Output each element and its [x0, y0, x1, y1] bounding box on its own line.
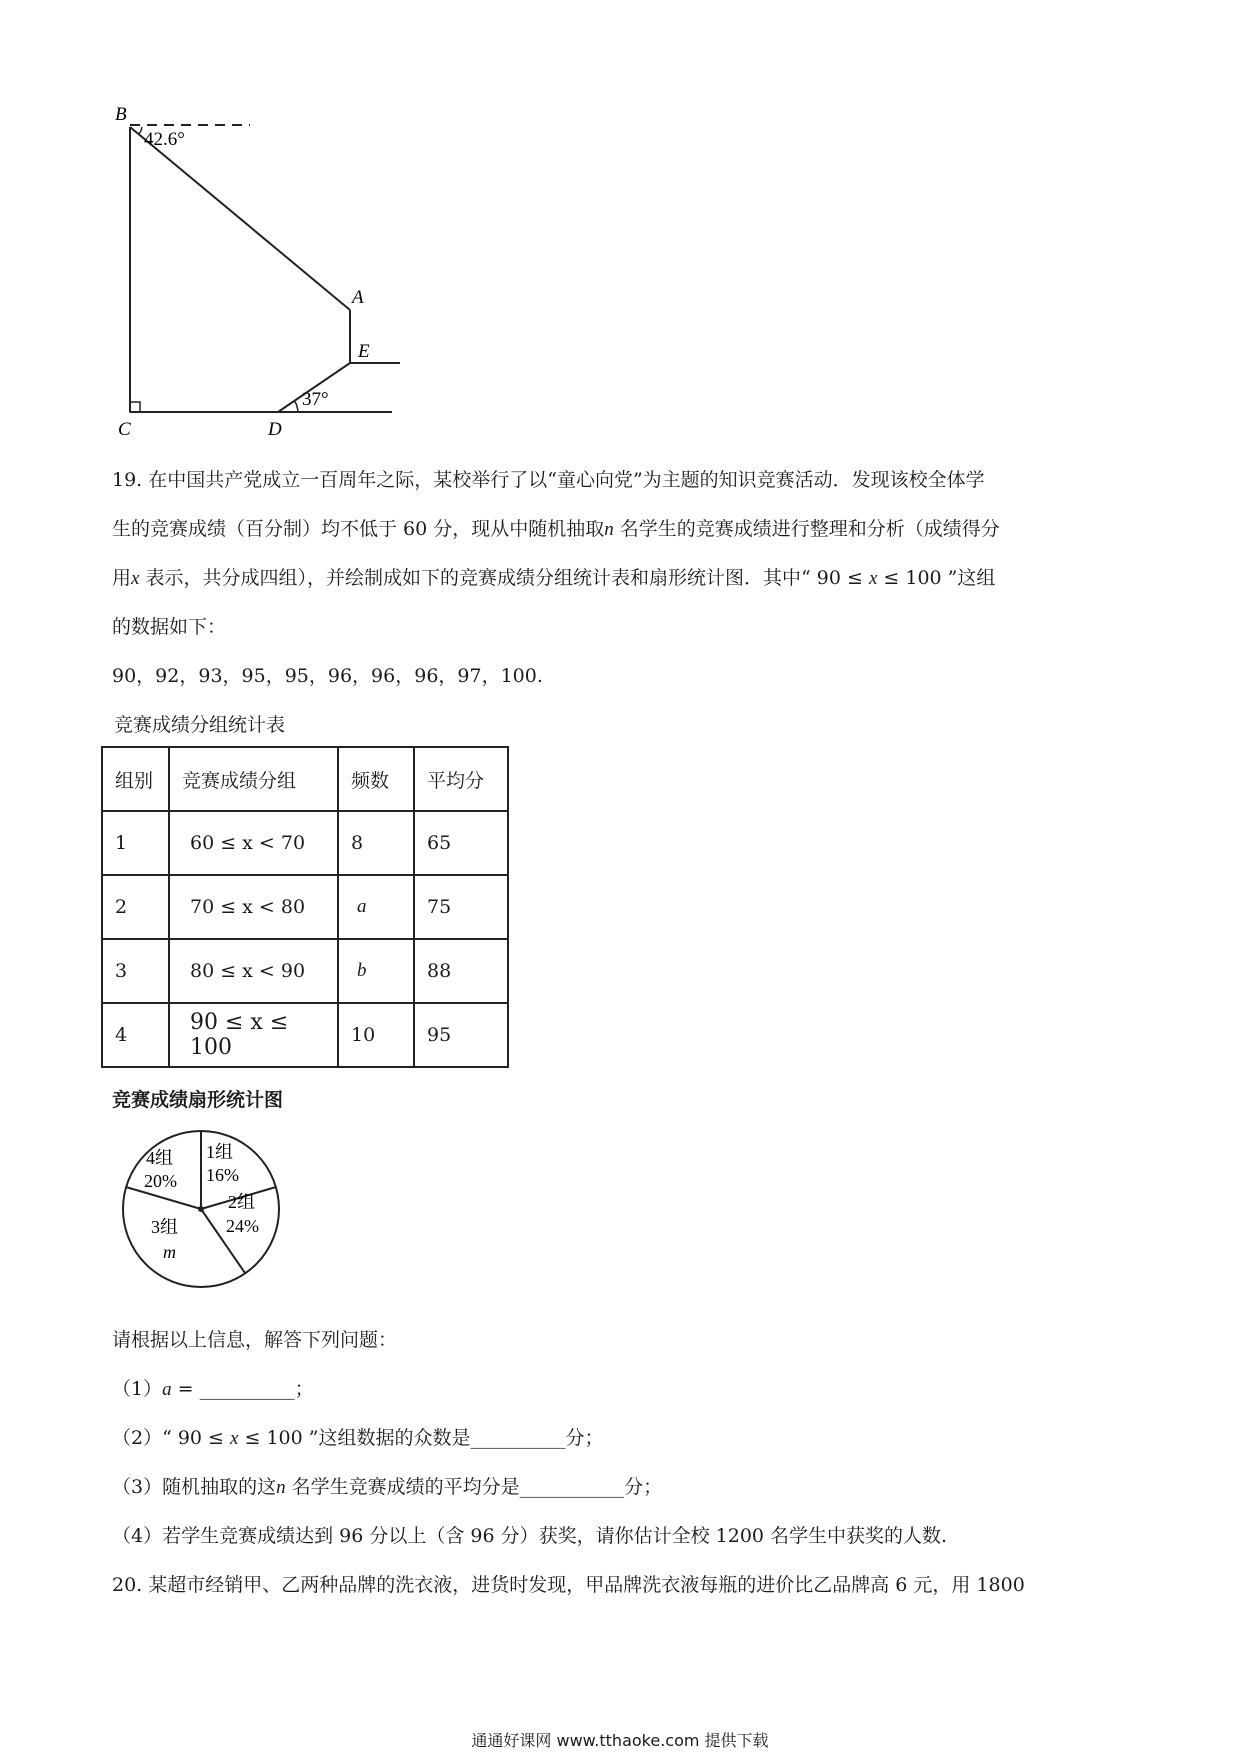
pie-label-g3-val: m [163, 1242, 176, 1262]
q19-data-values: 90，92，93，95，95，96，96，96，97，100. [112, 665, 543, 687]
table-row [102, 875, 508, 939]
pie-chart [118, 1126, 284, 1292]
label-angle-top: 42.6° [144, 129, 185, 150]
table-cell: 90 ≤ x ≤ 100 [169, 1003, 338, 1067]
q19-line-3-c: ≤ 100 ”这组 [877, 567, 996, 589]
sub-2-b: ≤ 100 ”这组数据的众数是__________分； [238, 1427, 604, 1449]
var-n: n [604, 519, 614, 540]
sub-3-b: 名学生竞赛成绩的平均分是___________分； [285, 1476, 663, 1498]
var-n: n [276, 1477, 286, 1498]
q19-line-1: 19. 在中国共产党成立一百周年之际，某校举行了以“童心向党”为主题的知识竞赛活动．发现该校全体学 [112, 469, 985, 491]
table-cell: a [338, 875, 414, 939]
score-table [101, 746, 509, 1068]
table-row [102, 1003, 508, 1067]
table-cell: 75 [414, 875, 508, 939]
q19-line-3 [112, 554, 1132, 603]
pie-center-dot [198, 1206, 204, 1212]
page-footer: 通通好课网 www.tthaoke.com 提供下载 [471, 1731, 769, 1750]
q19-line-2-b: 名学生的竞赛成绩进行整理和分析（成绩得分 [613, 518, 1000, 540]
q19-prompt: 请根据以上信息，解答下列问题： [112, 1329, 398, 1351]
table-cell: 8 [338, 811, 414, 875]
line-ba [130, 127, 350, 310]
table-header: 平均分 [414, 747, 508, 811]
q19-sub-3 [112, 1463, 1132, 1512]
q19-sub-1 [112, 1365, 1132, 1414]
table-caption: 竞赛成绩分组统计表 [114, 714, 286, 736]
label-angle-bottom: 37° [302, 389, 329, 410]
q19-line-3-a: 用 [112, 567, 132, 589]
right-angle-mark [130, 402, 140, 412]
question-20-text: 20. 某超市经销甲、乙两种品牌的洗衣液，进货时发现，甲品牌洗衣液每瓶的进价比乙品牌高 6 元，用 1800 [112, 1574, 1025, 1596]
table-cell: 60 ≤ x < 70 [169, 811, 338, 875]
table-header: 组别 [102, 747, 169, 811]
sub-2-a: （2）“ 90 ≤ [112, 1427, 231, 1449]
table-cell: 88 [414, 939, 508, 1003]
var-x: x [131, 568, 140, 589]
table-cell: b [338, 939, 414, 1003]
table-cell: 95 [414, 1003, 508, 1067]
table-row [102, 939, 508, 1003]
sub-1-blank: = __________； [171, 1378, 314, 1400]
label-c: C [118, 419, 131, 440]
pie-label-g2-pct: 24% [226, 1216, 259, 1236]
angle-arc-top [138, 127, 142, 134]
q19-sub-2 [112, 1414, 1132, 1463]
table-header: 频数 [338, 747, 414, 811]
angle-arc-bottom [294, 401, 298, 412]
table-cell: 2 [102, 875, 169, 939]
question-19-subquestions [112, 1316, 1132, 1610]
sub-1-num: （1） [112, 1378, 163, 1400]
q19-line-4: 的数据如下： [112, 616, 227, 638]
var-x: x [868, 568, 878, 589]
pie-label-g4-pct: 20% [144, 1171, 177, 1191]
label-e: E [358, 341, 370, 362]
table-cell: 4 [102, 1003, 169, 1067]
var-x: x [230, 1428, 239, 1449]
pie-label-g3: 3组 [151, 1217, 178, 1237]
q19-line-2 [112, 505, 1132, 554]
q19-line-2-a: 生的竞赛成绩（百分制）均不低于 60 分，现从中随机抽取 [112, 518, 605, 540]
geometry-figure [100, 105, 420, 445]
label-b: B [115, 105, 127, 125]
table-cell: 10 [338, 1003, 414, 1067]
pie-label-g1-pct: 16% [206, 1165, 239, 1185]
table-cell: 3 [102, 939, 169, 1003]
table-header: 竞赛成绩分组 [169, 747, 338, 811]
label-a: A [352, 287, 364, 308]
q19-sub-4: （4）若学生竞赛成绩达到 96 分以上（含 96 分）获奖，请你估计全校 1200 名学生中获奖的人数. [112, 1525, 948, 1547]
table-row [102, 811, 508, 875]
q19-line-3-b: 表示，共分成四组），并绘制成如下的竞赛成绩分组统计表和扇形统计图．其中“ 90 ≤ [139, 567, 869, 589]
table-cell: 80 ≤ x < 90 [169, 939, 338, 1003]
table-header-row [102, 747, 508, 811]
sub-3-a: （3）随机抽取的这 [112, 1476, 277, 1498]
pie-label-g1: 1组 [206, 1142, 233, 1162]
var-a: a [162, 1379, 172, 1400]
pie-label-g2: 2组 [228, 1192, 255, 1212]
question-19-text [112, 456, 1132, 701]
pie-caption: 竞赛成绩扇形统计图 [112, 1089, 284, 1111]
label-d: D [268, 419, 282, 440]
table-cell: 1 [102, 811, 169, 875]
pie-label-g4: 4组 [146, 1148, 173, 1168]
table-cell: 70 ≤ x < 80 [169, 875, 338, 939]
table-cell: 65 [414, 811, 508, 875]
